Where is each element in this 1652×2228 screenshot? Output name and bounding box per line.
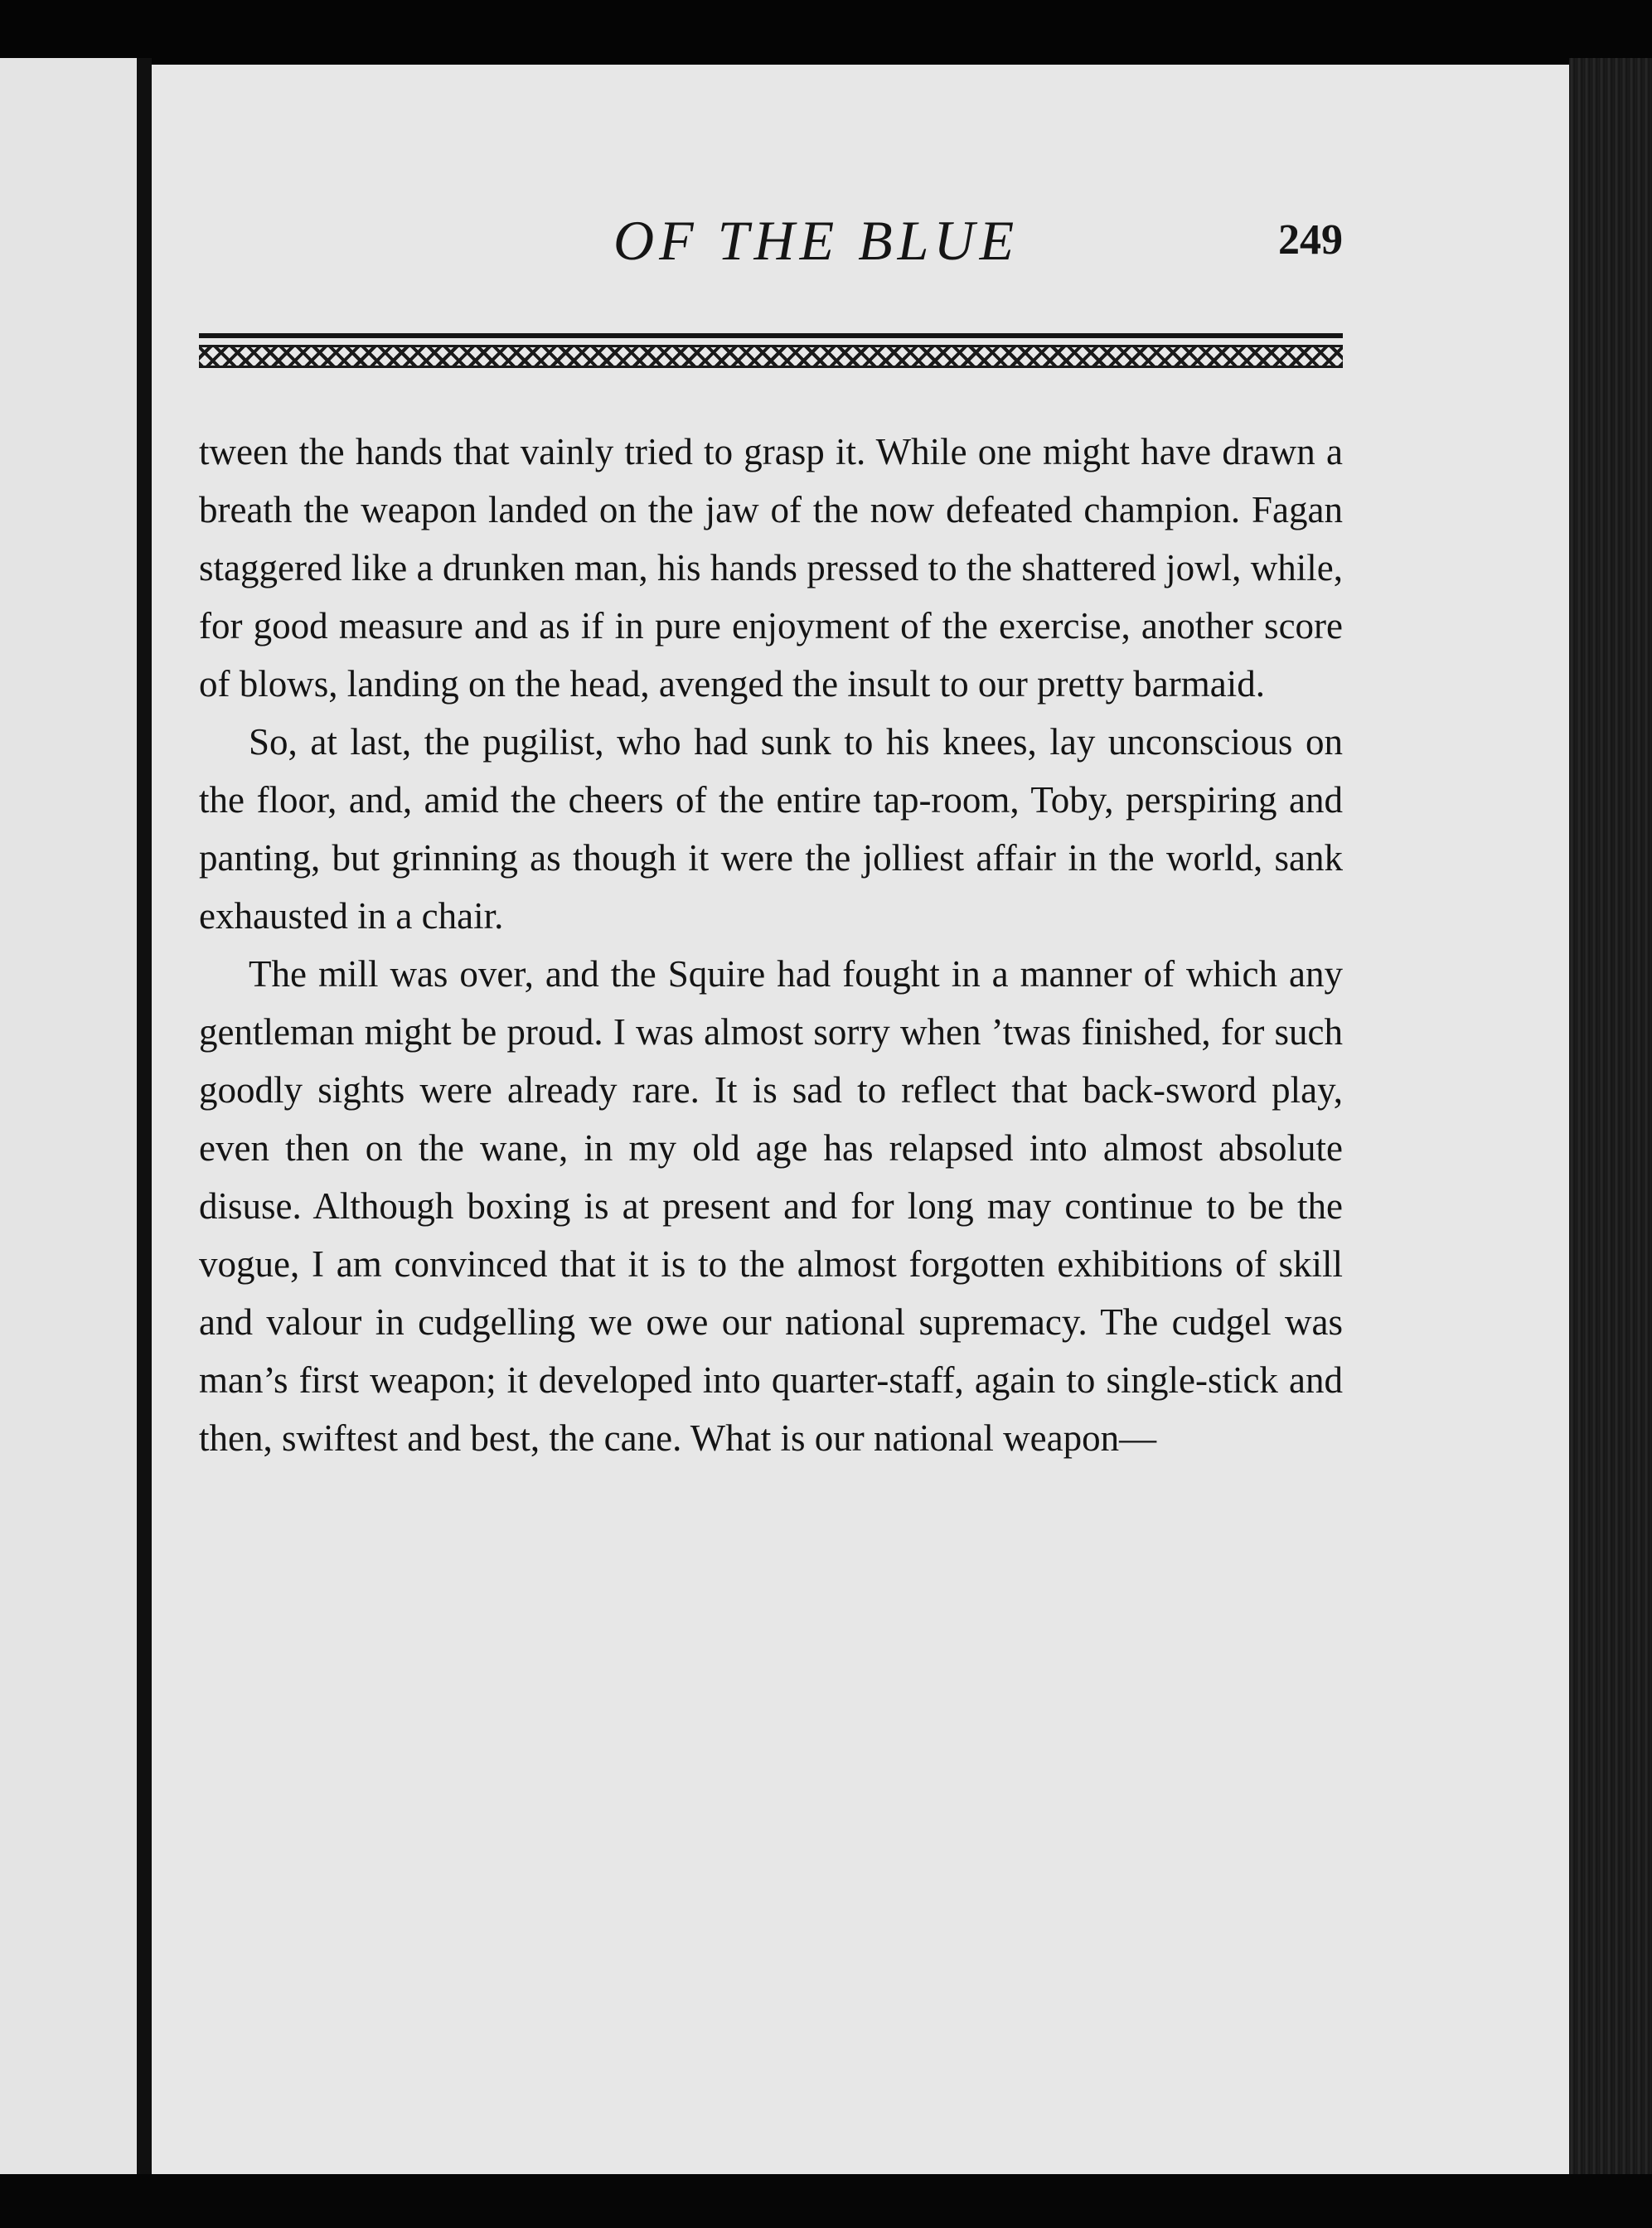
facing-page-edge (0, 58, 137, 2180)
page-number: 249 (1278, 216, 1343, 264)
body-text (199, 423, 1343, 1467)
header-rule (199, 333, 1343, 338)
paragraph-1: tween the hands that vainly tried to grasp it. While one might have drawn a breath the weapon landed on the jaw of the now defeated champion. Fagan staggered like a drunken man, his hands pressed to the shattered jowl, while, for good measure and as if in pure enjoyment of the exercise, another score of blows, landing on the head, avenged the insult to our pretty barmaid. (199, 431, 1343, 705)
running-head (199, 203, 1343, 278)
scan-top-border (0, 0, 1652, 66)
paragraph-2: So, at last, the pugilist, who had sunk to his knees, lay unconscious on the floor, and, amid the cheers of the entire tap-room, Toby, perspiring and panting, but grinning as though it were the jolliest affair in the world, sank exhausted in a chair. (199, 721, 1343, 937)
page-stack-edge (1569, 58, 1652, 2228)
decorative-border-ornament (199, 345, 1343, 368)
paragraph-3: The mill was over, and the Squire had fought in a manner of which any gentleman might be proud. I was almost sorry when ’twas finished, for such goodly sights were already rare. It is sad to reflect that back-sword play, even then on the wane, in my old age has relapsed into almost absolute disuse. Although boxing is at present and for long may continue to be the vogue, I am convinced that it is to the almost forgotten exhibitions of skill and valour in cudgelling we owe our national supremacy. The cudgel was man’s first weapon; it developed into quarter-staff, again to single-stick and then, swiftest and best, the cane. What is our national weapon— (199, 953, 1343, 1459)
running-title: OF THE BLUE (613, 209, 1020, 272)
scan-bottom-border (0, 2174, 1652, 2228)
gutter-shadow (137, 58, 152, 2180)
